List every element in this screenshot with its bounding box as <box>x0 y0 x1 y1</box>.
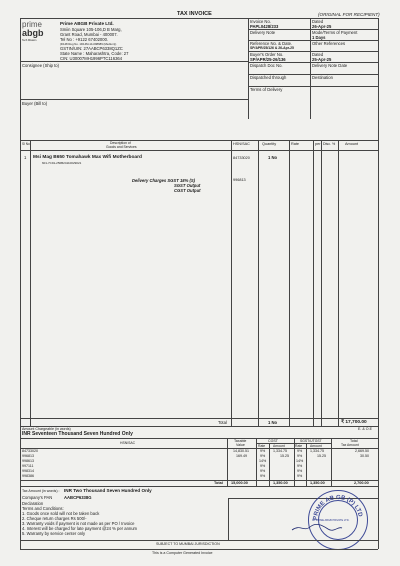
tax-row-camount: 1,334.75 <box>273 449 287 453</box>
stamp-for-label: for PRIME ABGB PRIVATE LTD. <box>312 519 350 522</box>
col-disc: Disc. % <box>323 142 336 146</box>
payment-mode-label: Mode/Terms of Payment <box>312 30 358 35</box>
destination-label: Destination <box>312 75 333 80</box>
tax-row-hsn: 998314 <box>22 469 34 473</box>
seller-state: State Name : Maharashtra, Code: 27 <box>60 51 129 56</box>
total-amount: ₹ 17,700.00 <box>341 420 367 425</box>
col-sl: Sl No. <box>22 142 31 146</box>
original-copy-label: (ORIGINAL FOR RECIPIENT) <box>318 12 380 17</box>
seller-address-1: Smiin Square 105-106,D B Marg, <box>60 27 122 32</box>
col-description-2: Goods and Services <box>106 145 137 149</box>
company-logo: prime abgb Tech Mission <box>22 20 44 42</box>
invoice-date: 26-Apr-25 <box>312 24 332 29</box>
amount-words-label: Amount Chargeable (in words) <box>22 427 71 431</box>
tax-col-total: Total <box>350 439 358 443</box>
seller-name: Prime ABGB Private Ltd. <box>60 21 114 26</box>
tax-col-value: Value <box>236 443 245 447</box>
tax-row-hsn: 996813 <box>22 454 34 458</box>
tax-row-samount: 15.25 <box>317 454 326 458</box>
sgst-output: SGST Output <box>174 183 201 188</box>
tax-col-srate: Rate <box>295 444 303 448</box>
jurisdiction: SUBJECT TO MUMBAI JURISDICTION <box>156 542 220 546</box>
declaration-label: Declaration <box>22 501 44 506</box>
col-per: per <box>315 142 321 146</box>
signature-icon <box>290 523 344 533</box>
seller-address-2: Grant Road, Mumbai - 400007. <box>60 32 118 37</box>
term-1: 1. Goods once sold will not be taken back <box>22 511 100 516</box>
col-description: Description of <box>110 141 131 145</box>
tax-row-hsn: 997111 <box>22 464 34 468</box>
tax-total-camount: 1,350.00 <box>273 481 288 485</box>
tax-col-hsn: HSN/SAC <box>120 441 136 445</box>
tax-row-srate: 9% <box>297 469 303 473</box>
tax-row-crate: 9% <box>260 449 266 453</box>
col-rate: Rate <box>291 142 300 146</box>
tax-row-crate: 9% <box>260 454 266 458</box>
tax-col-cgst: CGST <box>268 439 278 443</box>
consignee-label: Consignee (Ship to) <box>22 63 60 68</box>
tax-row-srate: 9% <box>297 474 303 478</box>
delivery-note-label: Delivery Note <box>250 30 276 35</box>
eoe-label: E. & O.E <box>358 427 372 431</box>
terms-title: Terms and Conditions: <box>22 506 64 511</box>
item-hsn: 84733020 <box>233 156 250 160</box>
invoice-no: PAPL0428/233 <box>250 24 279 29</box>
tax-row-camount: 15.25 <box>280 454 289 458</box>
dispatch-doc-label: Dispatch Doc No. <box>250 63 283 68</box>
term-4: 4. Interest will be charged for late payment @24 % per annum <box>22 526 138 531</box>
tax-row-srate: 9% <box>297 454 303 458</box>
tax-total-label: Total <box>214 481 223 485</box>
col-amount: Amount <box>345 142 359 146</box>
delivery-note-date-label: Delivery Note Date <box>312 63 348 68</box>
amount-in-words: INR Seventeen Thousand Seven Hundred Only <box>22 431 133 437</box>
tax-total-total: 2,700.00 <box>354 481 369 485</box>
signature <box>290 520 344 530</box>
dated-label: Dated <box>312 19 324 24</box>
tax-col-tax-amount: Tax Amount <box>341 443 359 447</box>
tax-total-taxable: 15,000.00 <box>231 481 248 485</box>
tax-col-taxable: Taxable <box>234 439 247 443</box>
other-references-label: Other References <box>312 41 346 46</box>
buyers-order-no: SP/APR/25-26/136 <box>250 57 286 62</box>
col-hsn: HSN/SAC <box>233 142 250 146</box>
total-label: Total <box>218 420 227 425</box>
terms-of-delivery-label: Terms of Delivery <box>250 87 283 92</box>
seller-phone: Tel No : +9122 67402000. <box>60 37 109 42</box>
tax-col-crate: Rate <box>258 444 266 448</box>
tax-words-label: Tax Amount (in words) : <box>22 489 60 493</box>
dispatched-through-label: Dispatched through <box>250 75 287 80</box>
buyer-label: Buyer (Bill to) <box>22 101 48 106</box>
tax-row-total: 30.50 <box>360 454 369 458</box>
pan-value: AABCP6338G <box>64 495 92 500</box>
tax-row-hsn: 84733020 <box>22 449 38 453</box>
item-serial: 601-7C91-250B24110029021 <box>42 161 82 165</box>
tax-row-taxable: 14,830.51 <box>233 449 249 453</box>
cgst-output: CGST Output <box>174 188 201 193</box>
tax-row-srate: 9% <box>297 464 303 468</box>
seller-gstin: GSTIN/UIN: 27AABCP6338Q1ZC <box>60 46 123 51</box>
tax-row-crate: 9% <box>260 464 266 468</box>
seller-cin: CIN: U30007MH1996PTC116364 <box>60 56 123 61</box>
tax-row-crate: 9% <box>260 469 266 473</box>
reference-value: SP/APR/25/126 & 26-Apr-25 <box>250 46 294 50</box>
term-5: 5. Warranty by service center only <box>22 531 86 536</box>
tax-col-sgst: SGST/UTGST <box>300 439 322 443</box>
tax-row-srate: 14% <box>296 459 304 463</box>
item-sl: 1 <box>24 155 27 160</box>
tax-row-srate: 9% <box>297 449 303 453</box>
item-qty: 1 No <box>268 155 278 160</box>
seller-msme: (D148 Reg No. 1D14M-14-098689 (Medium)) <box>60 42 117 46</box>
term-2: 2. Cheque return charges Rs 500/- <box>22 516 87 521</box>
delivery-charges-hsn: 996813 <box>233 178 246 182</box>
payment-mode: 1 Days <box>312 35 326 40</box>
invoice-title: TAX INVOICE <box>177 11 212 17</box>
reference-label: Reference No. & Date. <box>250 41 293 46</box>
tax-row-hsn: 998386 <box>22 474 34 478</box>
stamp-text: PRIME AB GB (P) LTD <box>312 494 363 521</box>
order-dated-label: Dated <box>312 52 324 57</box>
buyers-order-label: Buyer's Order No. <box>250 52 284 57</box>
tax-row-samount: 1,334.75 <box>310 449 324 453</box>
computer-generated-note: This is a Computer Generated Invoice <box>152 551 213 555</box>
tax-row-hsn: 998613 <box>22 459 34 463</box>
tax-row-crate: 14% <box>259 459 267 463</box>
total-qty: 1 No <box>268 420 278 425</box>
tax-row-total: 2,669.50 <box>355 449 369 453</box>
col-quantity: Quantity <box>262 142 277 146</box>
svg-text:PRIME AB GB (P) LTD <box>313 495 363 520</box>
pan-label: Company's PAN <box>22 495 53 500</box>
tax-in-words: INR Two Thousand Seven Hundred Only <box>64 488 152 493</box>
tax-total-samount: 1,350.00 <box>310 481 325 485</box>
order-date: 25-Apr-25 <box>312 57 332 62</box>
tax-col-samount: Amount <box>310 444 322 448</box>
item-name: Msi Mag B650 Tomahawk Max Wifi Motherboard <box>33 155 142 160</box>
delivery-charges: Delivery Charges SGST 18% (S) <box>132 178 196 183</box>
tax-row-crate: 9% <box>260 474 266 478</box>
invoice-no-label: Invoice No. <box>250 19 271 24</box>
tax-row-taxable: 169.49 <box>236 454 247 458</box>
tax-col-camount: Amount <box>273 444 285 448</box>
term-3: 3. Warranty voids if payment is not made as per PO / Invoice <box>22 521 135 526</box>
